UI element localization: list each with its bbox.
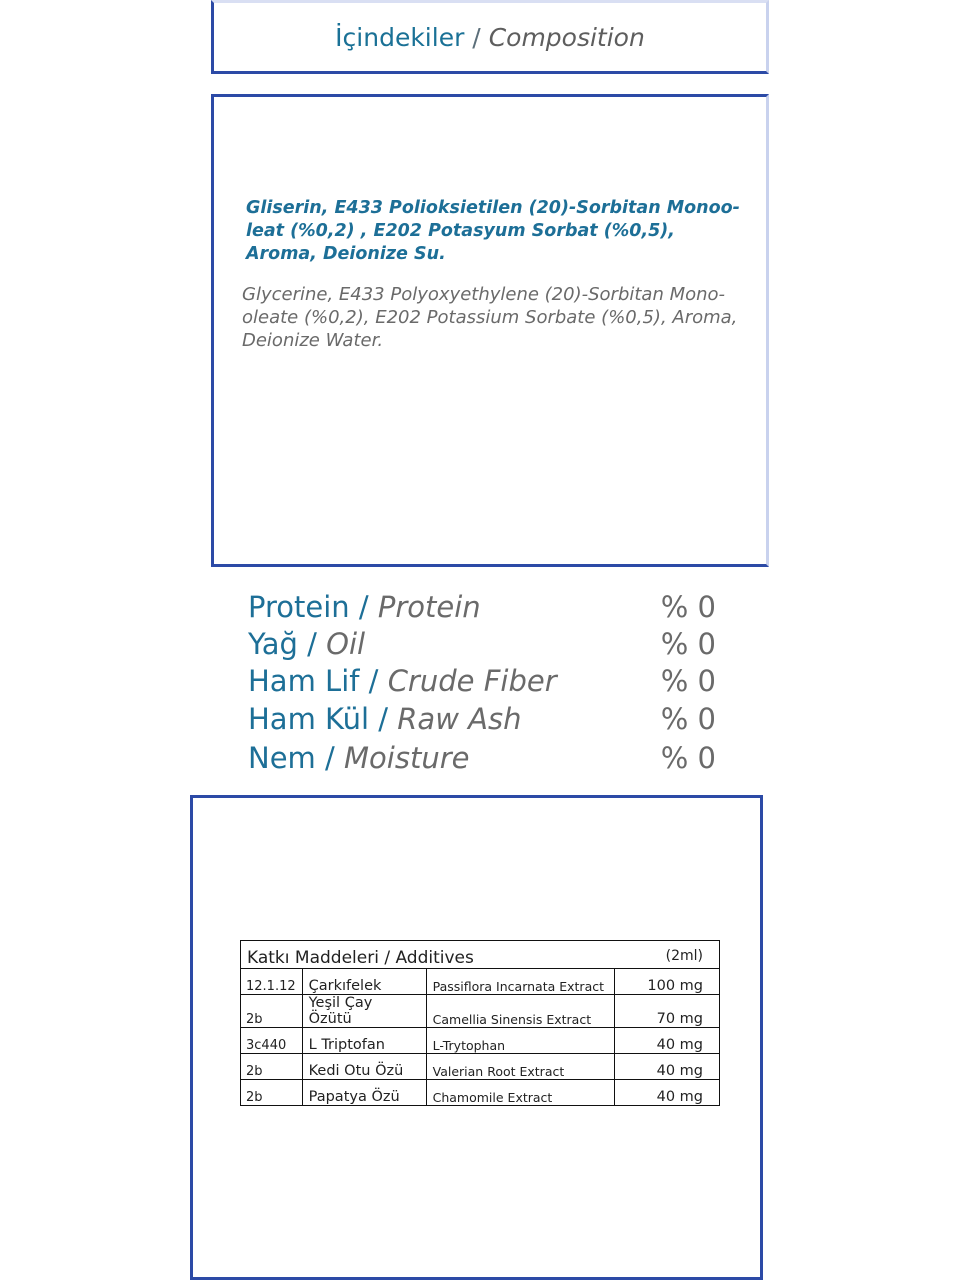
additive-code: 2b (241, 995, 303, 1028)
nutrition-value: % 0 (660, 741, 716, 775)
nutrition-separator: / (315, 741, 345, 775)
nutrition-label-tr: Nem (248, 741, 316, 775)
composition-text-en: Glycerine, E433 Polyoxyethylene (20)-Sorbitan Mono-oleate (%0,2), E202 Potassium Sorbate (%0,5), Aroma, Deionize Water. (242, 284, 738, 351)
table-row (241, 1054, 720, 1080)
additives-title: Katkı Maddeleri / Additives (247, 948, 474, 968)
composition-text-tr: Gliserin, E433 Polioksietilen (20)-Sorbitan Monoo-leat (%0,2) , E202 Potasyum Sorbat (%0,5), Aroma, Deionize Su. (246, 198, 740, 264)
nutrition-value: % 0 (660, 627, 716, 661)
composition-box (211, 94, 769, 567)
additive-name-en: Passiflora Incarnata Extract (426, 969, 614, 995)
additive-name-en: L-Trytophan (426, 1028, 614, 1054)
additive-name-tr: L Triptofan (302, 1028, 426, 1054)
nutrition-label-en: Oil (326, 627, 366, 661)
nutrition-separator: / (297, 627, 327, 661)
nutrition-label-tr: Protein (248, 590, 350, 624)
additive-name-en: Chamomile Extract (426, 1080, 614, 1106)
table-row (241, 995, 720, 1028)
additive-name-en: Camellia Sinensis Extract (426, 995, 614, 1028)
table-row (241, 969, 720, 995)
nutrition-label-en: Protein (377, 590, 481, 624)
nutrition-value: % 0 (660, 664, 716, 698)
additive-name-tr: Papatya Özü (302, 1080, 426, 1106)
additive-name-tr: Kedi Otu Özü (302, 1054, 426, 1080)
nutrition-row-raw-ash (248, 702, 718, 742)
additive-name-tr: Yeşil Çay Özütü (302, 995, 426, 1028)
nutrition-label-tr: Ham Lif (248, 664, 360, 698)
additive-amount: 40 mg (614, 1080, 719, 1106)
additive-amount: 100 mg (614, 969, 719, 995)
page-title (214, 23, 766, 52)
additive-code: 12.1.12 (241, 969, 303, 995)
nutrition-label-en: Crude Fiber (387, 664, 557, 698)
additives-header-row (241, 941, 720, 969)
table-row (241, 1028, 720, 1054)
additive-code: 2b (241, 1080, 303, 1106)
composition-title-box (211, 0, 769, 74)
additive-name-tr: Çarkıfelek (302, 969, 426, 995)
nutrition-label-en: Raw Ash (397, 702, 522, 736)
title-en: Composition (488, 23, 645, 52)
nutrition-row-crude-fiber (248, 664, 718, 704)
nutrition-row-protein (248, 590, 718, 630)
nutrition-separator: / (369, 702, 398, 736)
additives-volume: (2ml) (665, 948, 703, 964)
nutrition-row-oil (248, 627, 718, 667)
nutrition-value: % 0 (660, 702, 716, 736)
additive-amount: 70 mg (614, 995, 719, 1028)
additive-code: 3c440 (241, 1028, 303, 1054)
nutrition-label-en: Moisture (344, 741, 470, 775)
table-row (241, 1080, 720, 1106)
additive-code: 2b (241, 1054, 303, 1080)
title-separator: / (464, 23, 489, 52)
additive-amount: 40 mg (614, 1028, 719, 1054)
nutrition-value: % 0 (660, 590, 716, 624)
nutrition-separator: / (359, 664, 388, 698)
additives-table (240, 940, 720, 1106)
nutrition-label-tr: Ham Kül (248, 702, 370, 736)
nutrition-label-tr: Yağ (248, 627, 298, 661)
additive-name-en: Valerian Root Extract (426, 1054, 614, 1080)
nutrition-separator: / (349, 590, 378, 624)
nutrition-row-moisture (248, 741, 718, 781)
title-tr: İçindekiler (335, 23, 465, 52)
additives-header (241, 941, 720, 969)
additive-amount: 40 mg (614, 1054, 719, 1080)
